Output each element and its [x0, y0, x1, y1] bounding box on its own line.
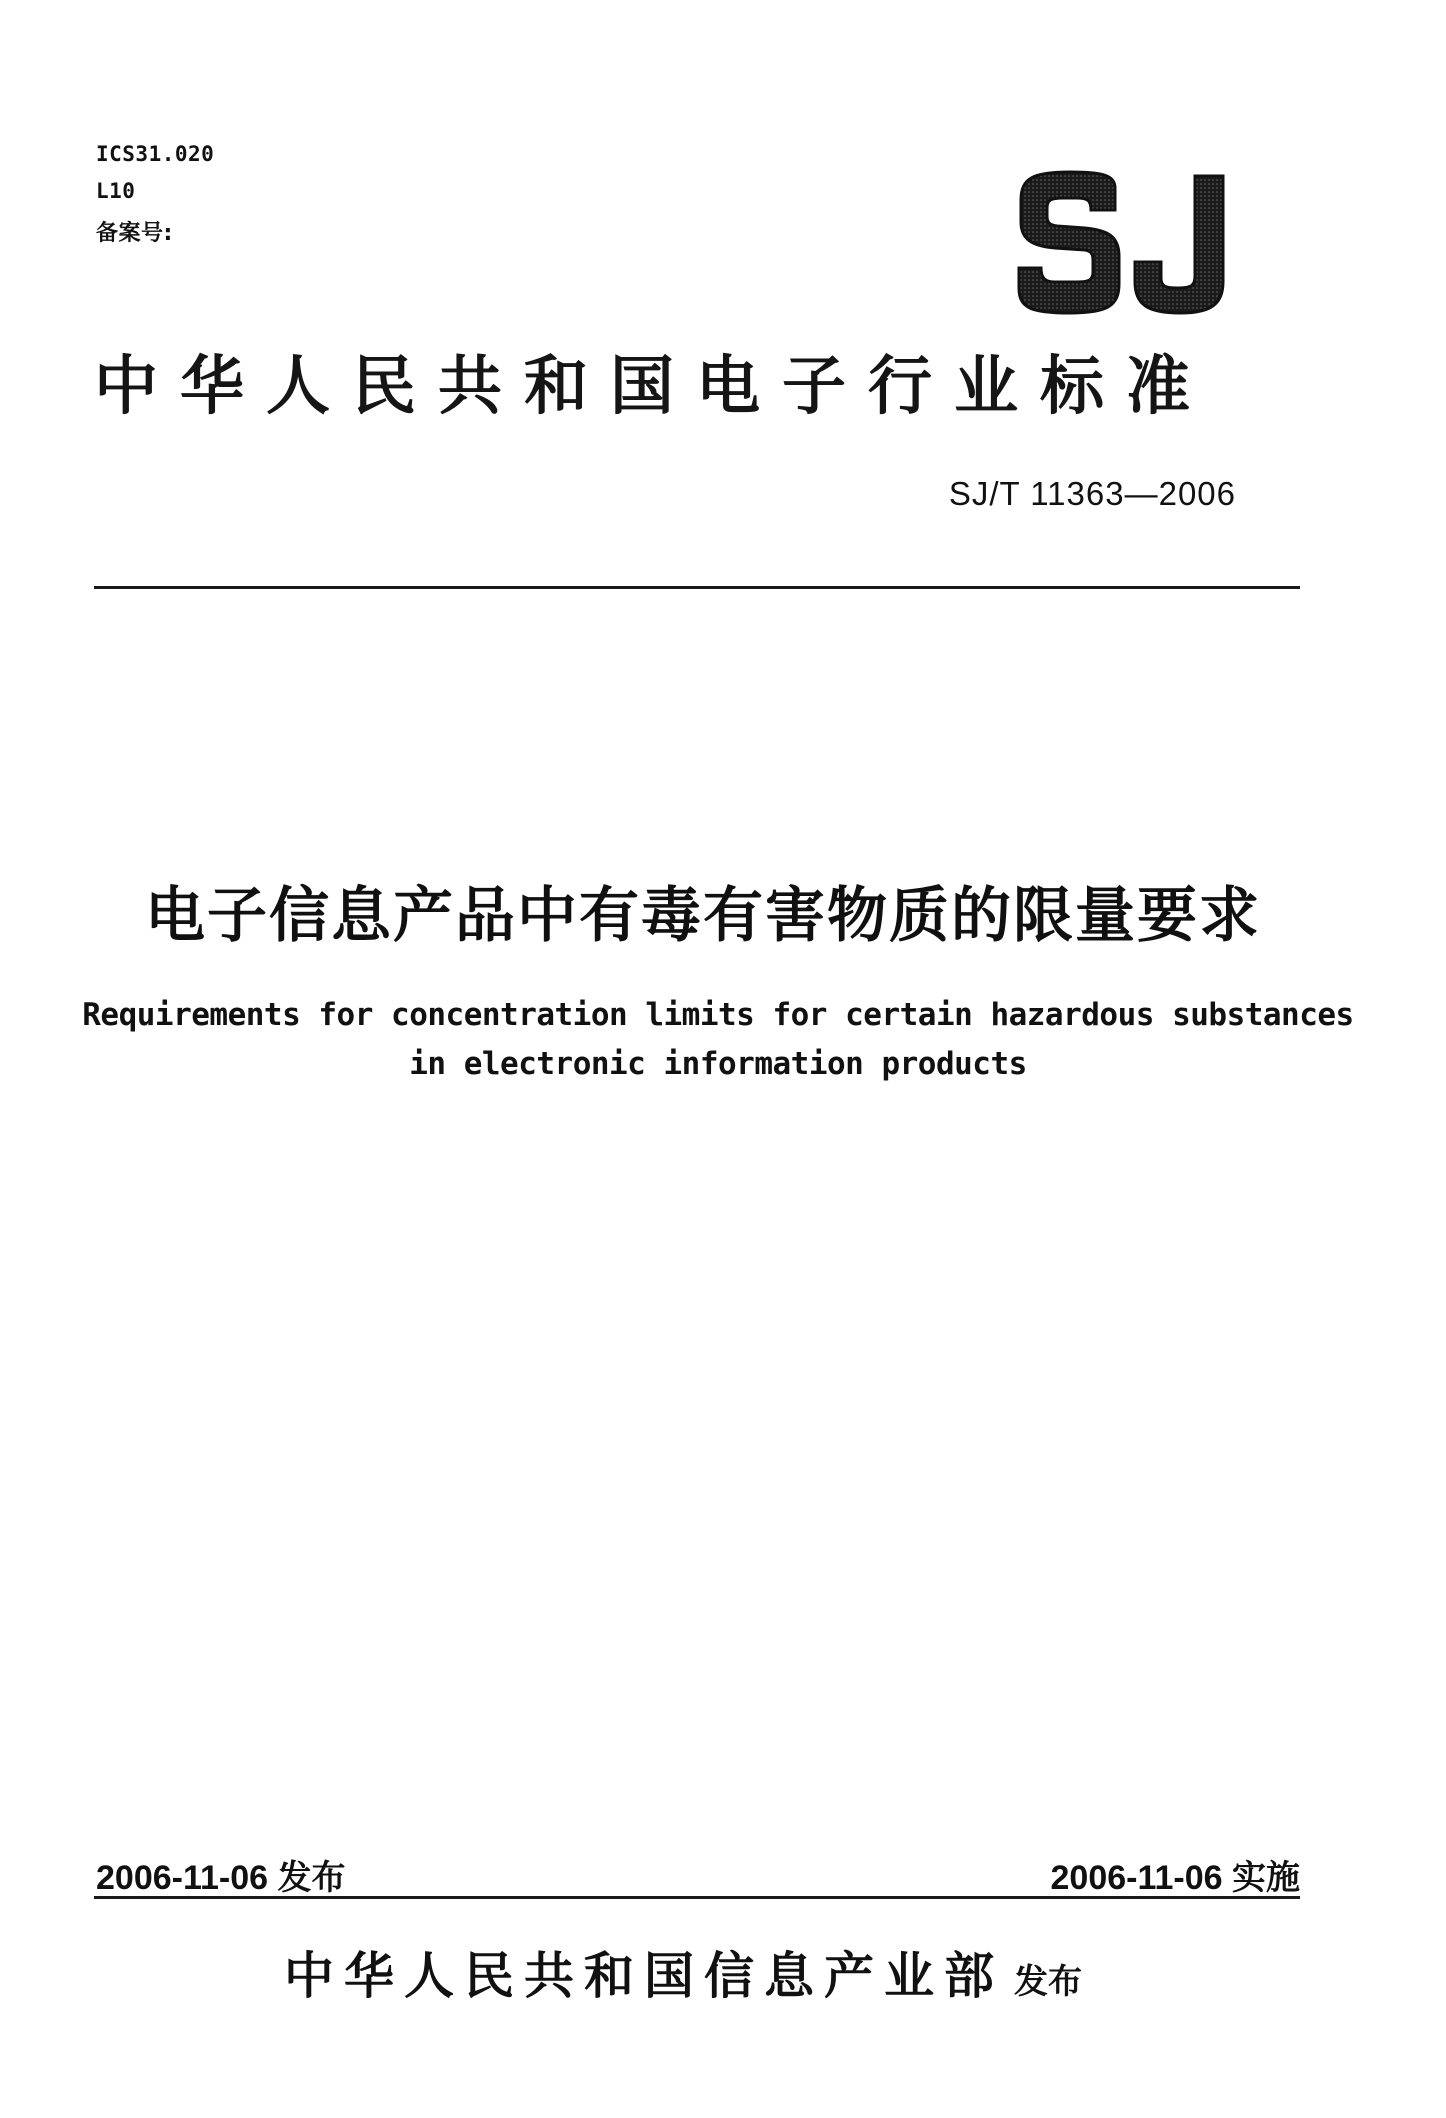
implementation-date: 2006-11-06 实施	[1050, 1859, 1300, 1897]
publisher-suffix: 发布	[1014, 1962, 1082, 2002]
standard-number: SJ/T 11363—2006	[948, 475, 1236, 512]
issue-date: 2006-11-06 发布	[96, 1859, 346, 1897]
ics-code: ICS31.020	[96, 142, 215, 166]
publisher-name: 中华人民共和国信息产业部	[284, 1947, 1004, 2005]
footer-divider	[94, 1896, 1300, 1899]
sj-logo	[1015, 170, 1230, 315]
classification-code: L10	[96, 179, 136, 203]
record-number-label: 备案号:	[96, 221, 173, 246]
publisher-line	[0, 1936, 1446, 2008]
document-title-en-line1: Requirements for concentration limits for certain hazardous substances	[82, 997, 1354, 1033]
document-title-cn: 电子信息产品中有毒有害物质的限量要求	[145, 881, 1261, 951]
header-divider	[94, 586, 1300, 589]
standard-category-title: 中华人民共和国电子行业标准	[94, 350, 1212, 424]
document-title-en-line2: in electronic information products	[409, 1046, 1027, 1082]
